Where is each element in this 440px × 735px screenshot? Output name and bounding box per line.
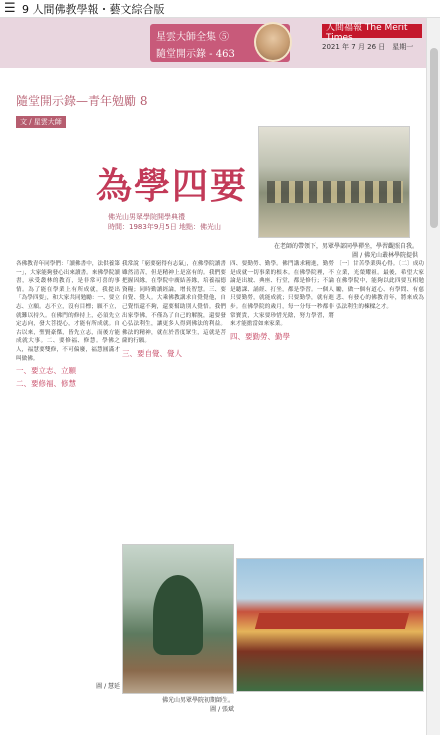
article-series-block bbox=[16, 92, 147, 128]
author-tag: 文 / 星雲大師 bbox=[16, 116, 66, 128]
photo3-credit: 圖 / 慧延 bbox=[96, 683, 120, 690]
students-photo bbox=[122, 544, 234, 694]
issue-date: 2021 年 7 月 26 日 星期一 bbox=[322, 43, 414, 51]
column-2-text: 我常說「窮要窮得有志氣」，在佛學院讀書雖然清苦，但是精神上是富有的。我們要把握因緣，在學院中廣結善緣，培養福德資糧；同時勤讀經論，增長智慧。三、要自覺、覺人。大乘佛教講求自覺覺他，自己覺悟還不夠，還要幫助別人覺悟。我們出家學佛，不僅為了自己的解脫，還要發心弘法利生，讓更多人得到佛法的利益。佛法的精神，就在於普度眾生，這就是菩薩的行願。 bbox=[122, 261, 226, 345]
vertical-scrollbar[interactable] bbox=[426, 18, 440, 735]
subheading-2: 二、要修福、修慧 bbox=[16, 378, 76, 388]
meditation-class-photo bbox=[258, 126, 410, 238]
scrollbar-thumb[interactable] bbox=[430, 48, 438, 228]
photo1-credit: 圖 / 佛光山叢林學院提供 bbox=[352, 252, 418, 259]
series-section-title: 隨堂開示錄—青年勉勵 8 bbox=[16, 94, 148, 108]
photo2-caption-block bbox=[122, 696, 234, 714]
photo1-caption-block bbox=[258, 242, 418, 260]
master-portrait-image bbox=[254, 22, 292, 62]
article-column-4 bbox=[336, 260, 424, 560]
series-subtitle: 隨堂開示錄 - 463 bbox=[156, 49, 235, 60]
column-3-text: 四、要勤勞、勤學。佛門講求精進，勤勞是成就一切事業的根本。在佛學院裡，不論是出坡、典座、行堂，都是修行；不論是聽課、誦經、打坐，都是學習。一個人只要勤勞，就能成就；只要勤學，就有進步。在佛學院的歲月，每一分每一秒都非常寶貴，大家要珍惜光陰，努力學習，將來才能擔當如來家業。 bbox=[230, 261, 334, 328]
page-section-title: 9 人間佛教學報・藝文綜合版 bbox=[22, 2, 165, 16]
newspaper-logo: 人間福報 The Merit Times bbox=[322, 24, 422, 38]
app-topbar bbox=[0, 0, 440, 18]
column-4-text: 〔一〕甘苦學業與心得。〔二〕成功立業，光榮耀祖。最後，希望大家在佛學院中，能夠以此四要互相勉勵，做一個有道心、有學問、有慈悲、有發心的佛教青年，將來成為弘法利生的棟樑之才。 bbox=[336, 261, 424, 310]
photo2-caption: 佛光山男眾學院初期師生。 bbox=[161, 697, 234, 704]
subheading-1: 一、要立志、立願 bbox=[16, 366, 76, 376]
photo1-caption: 在老師的帶領下，男眾學部同學禪坐，學習觀照自我。 bbox=[273, 243, 418, 250]
subheading-4: 四、要勤勞、勤學 bbox=[230, 331, 290, 341]
hamburger-icon[interactable]: ☰ bbox=[4, 1, 16, 16]
lecture-time: 時間：1983年9月5日 地點：佛光山 bbox=[108, 223, 221, 231]
temple-photo bbox=[236, 558, 424, 692]
series-title: 星雲大師全集 ⑤ bbox=[156, 32, 230, 43]
column-1-text: 各佛教青年同學們：「讀佛書中，法供養第一」，大家能夠發心出來讀書。來佛學院讀書，承受叢林的教育，是非常可喜的事情。為了能在學業上有所成就，我提出「為學四要」，和大家共同勉勵：一、要立志、立願。志不立，沒有目標；願不立，就難以持久。在佛門的修持上，必須先立定志向，發大菩提心，才能有所成就。自古以來，聖賢豪傑，皆先立志，而後方能成就大事。二、要修福、修慧。學佛之人，福慧要雙修，不可偏廢，福慧圓滿才叫做佛。 bbox=[16, 261, 120, 362]
article-headline: 為學四要 bbox=[96, 166, 249, 207]
photo2-credit: 圖 / 張斌 bbox=[210, 706, 234, 713]
article-column-3 bbox=[230, 260, 334, 560]
lecture-info bbox=[108, 212, 221, 232]
subheading-3: 三、要自覺、覺人 bbox=[122, 348, 182, 358]
newspaper-page[interactable] bbox=[0, 18, 426, 735]
article-column-1 bbox=[16, 260, 120, 680]
lecture-venue: 佛光山男眾學院開學典禮 bbox=[108, 213, 185, 221]
